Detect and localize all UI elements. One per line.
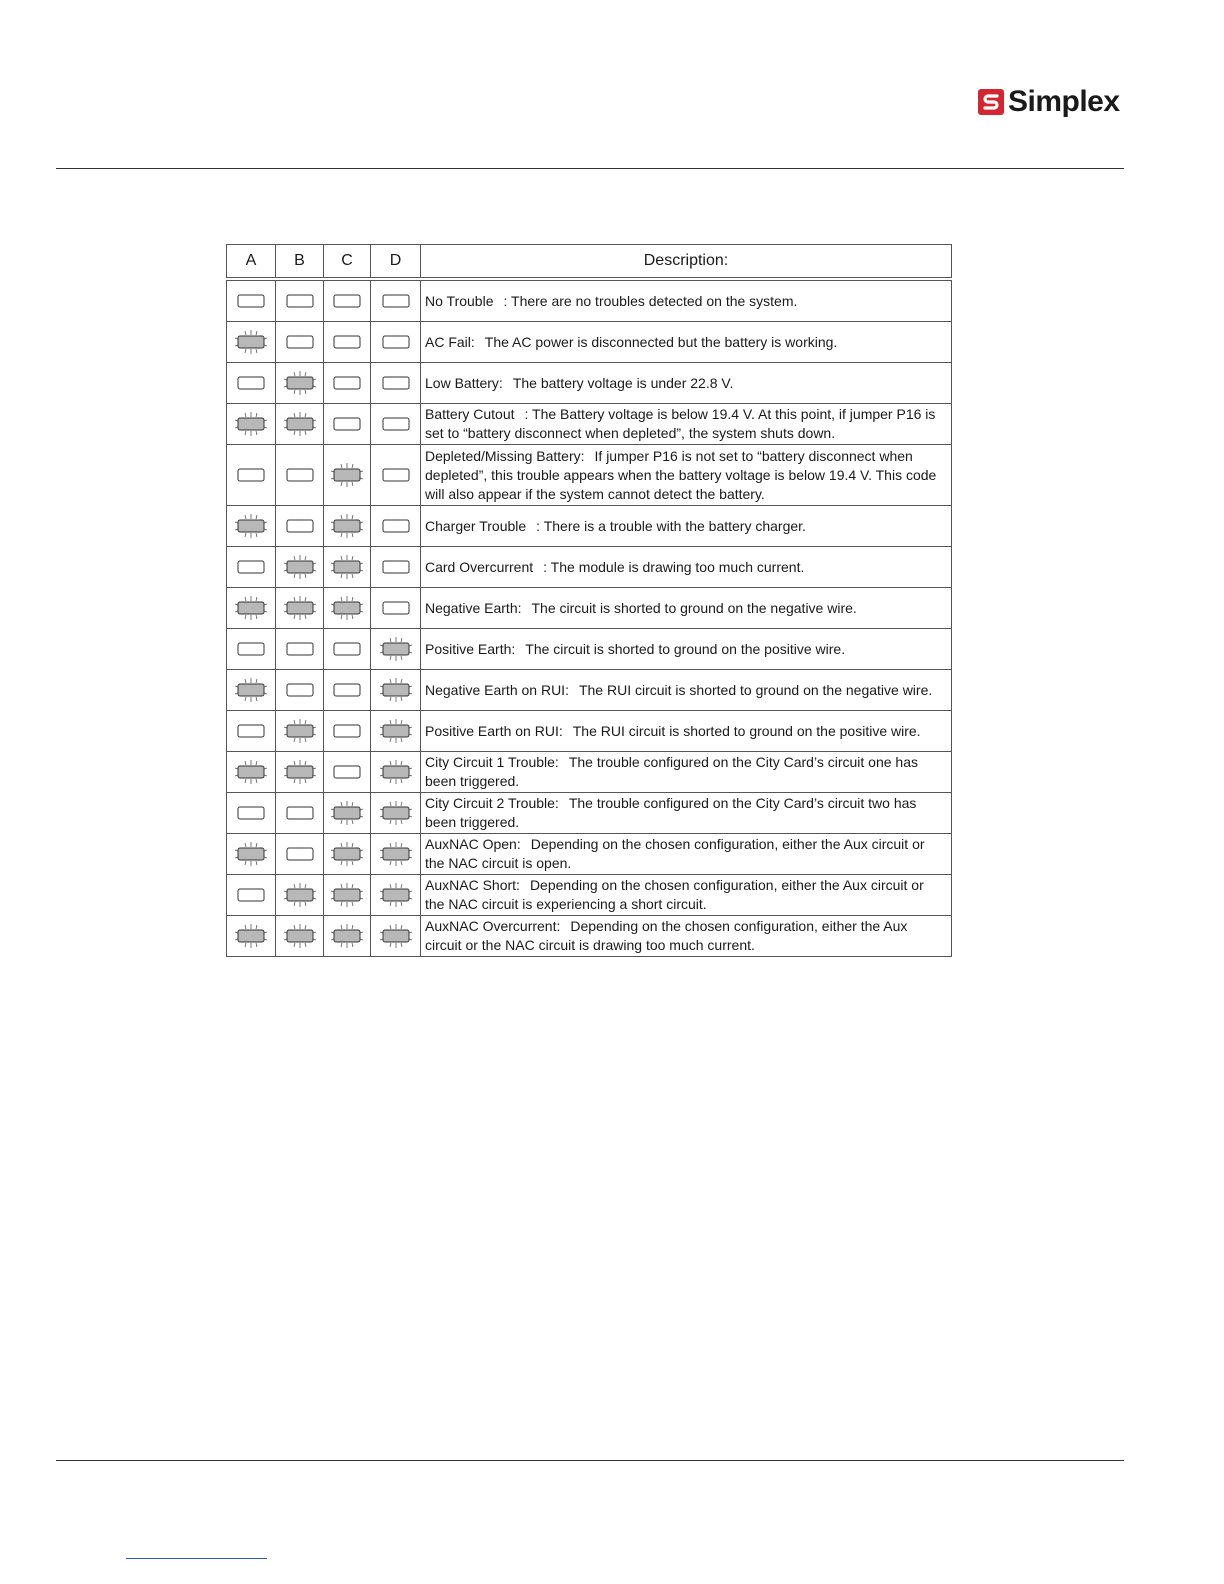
trouble-description: : There is a trouble with the battery charger. [536,517,806,534]
trouble-description: The circuit is shorted to ground on the positive wire. [525,640,846,657]
led-cell-b [276,322,324,363]
led-cell-c [324,506,371,547]
led-cell-d [371,793,421,834]
led-cell-b [276,916,324,957]
led-cell-c [324,629,371,670]
led-off-icon [234,371,268,395]
led-cell-a [227,875,276,916]
simplex-logo [978,84,1120,120]
led-on-icon [234,330,268,354]
led-on-icon [234,842,268,866]
header-c: C [324,245,371,280]
table-row [227,363,952,404]
description-cell [421,629,952,670]
led-on-icon [330,801,364,825]
led-off-icon [379,463,413,487]
led-cell-d [371,916,421,957]
trouble-term: AuxNAC Overcurrent: [425,918,561,934]
led-cell-d [371,279,421,322]
trouble-description: Depending on the chosen configuration, either the Aux circuit or the NAC circuit is experiencing a short circuit. [425,877,924,912]
led-cell-a [227,506,276,547]
trouble-term: Battery Cutout [425,406,515,422]
led-cell-b [276,629,324,670]
description-cell [421,588,952,629]
table-row [227,875,952,916]
trouble-term: City Circuit 2 Trouble: [425,795,559,811]
led-cell-c [324,322,371,363]
led-on-icon [234,760,268,784]
led-cell-c [324,834,371,875]
trouble-description: : The Battery voltage is below 19.4 V. At this point, if jumper P16 is set to “battery disconnect when depleted”, the system shuts down. [425,406,936,441]
led-off-icon [379,412,413,436]
led-cell-b [276,547,324,588]
trouble-term: Card Overcurrent [425,558,534,575]
led-on-icon [379,801,413,825]
led-cell-c [324,363,371,404]
table-row [227,506,952,547]
led-cell-c [324,793,371,834]
led-off-icon [283,678,317,702]
led-cell-c [324,670,371,711]
trouble-term: AuxNAC Short: [425,877,520,893]
led-cell-a [227,670,276,711]
description-cell [421,547,952,588]
description-cell [421,834,952,875]
led-on-icon [379,637,413,661]
led-cell-a [227,793,276,834]
header-a: A [227,245,276,280]
led-cell-d [371,711,421,752]
led-on-icon [330,555,364,579]
led-off-icon [330,678,364,702]
led-cell-a [227,916,276,957]
description-cell [421,279,952,322]
led-on-icon [283,412,317,436]
led-cell-a [227,279,276,322]
led-cell-a [227,445,276,506]
led-on-icon [283,555,317,579]
led-on-icon [330,842,364,866]
description-cell [421,752,952,793]
description-cell [421,711,952,752]
table-row [227,834,952,875]
led-on-icon [234,412,268,436]
header-d: D [371,245,421,280]
header-rule [56,168,1124,169]
led-cell-a [227,834,276,875]
table-row [227,404,952,445]
led-cell-a [227,629,276,670]
trouble-description: The trouble configured on the City Card’s circuit one has been triggered. [425,754,918,789]
table-row [227,588,952,629]
trouble-description: The circuit is shorted to ground on the negative wire. [531,599,857,616]
led-cell-c [324,752,371,793]
simplex-logo-mark-icon [978,89,1004,115]
footer-rule [56,1460,1124,1461]
trouble-description: Depending on the chosen configuration, either the Aux circuit or the NAC circuit is open. [425,836,925,871]
led-cell-b [276,506,324,547]
led-cell-d [371,670,421,711]
trouble-code-table [226,244,952,957]
led-off-icon [330,330,364,354]
led-cell-a [227,588,276,629]
led-cell-a [227,363,276,404]
trouble-term: Negative Earth: [425,599,522,616]
trouble-description: Depending on the chosen configuration, either the Aux circuit or the NAC circuit is drawing too much current. [425,918,908,953]
led-cell-d [371,834,421,875]
table-row [227,322,952,363]
table-row [227,711,952,752]
trouble-description: If jumper P16 is not set to “battery disconnect when depleted”, this trouble appears when the battery voltage is below 19.4 V. This code will also appear if the system cannot detect the battery. [425,447,937,502]
trouble-term: City Circuit 1 Trouble: [425,754,559,770]
led-on-icon [330,883,364,907]
led-cell-d [371,506,421,547]
led-off-icon [234,555,268,579]
led-cell-b [276,752,324,793]
trouble-description: The RUI circuit is shorted to ground on the negative wire. [578,681,933,698]
led-on-icon [379,678,413,702]
led-cell-b [276,670,324,711]
led-on-icon [379,924,413,948]
led-cell-a [227,752,276,793]
led-off-icon [379,289,413,313]
led-off-icon [330,760,364,784]
led-cell-b [276,711,324,752]
led-cell-a [227,547,276,588]
led-off-icon [283,514,317,538]
led-cell-d [371,629,421,670]
led-cell-b [276,588,324,629]
led-cell-c [324,404,371,445]
led-on-icon [330,514,364,538]
simplex-logo-text: Simplex [1008,85,1120,118]
table-body [227,279,952,957]
table-row [227,547,952,588]
led-off-icon [283,637,317,661]
table-row [227,752,952,793]
trouble-description: The trouble configured on the City Card’s circuit two has been triggered. [425,795,917,830]
led-off-icon [379,555,413,579]
led-cell-c [324,916,371,957]
led-cell-c [324,445,371,506]
table-row [227,445,952,506]
led-cell-c [324,547,371,588]
led-cell-a [227,404,276,445]
led-on-icon [234,678,268,702]
led-on-icon [234,924,268,948]
description-cell [421,875,952,916]
led-off-icon [234,883,268,907]
led-off-icon [379,514,413,538]
footer-link-underline [126,1558,267,1559]
led-cell-b [276,445,324,506]
description-cell [421,670,952,711]
led-cell-d [371,547,421,588]
led-cell-c [324,279,371,322]
trouble-term: Depleted/Missing Battery: [425,447,585,464]
led-on-icon [379,883,413,907]
led-cell-c [324,875,371,916]
led-off-icon [330,637,364,661]
led-cell-d [371,752,421,793]
table-row [227,916,952,957]
led-cell-d [371,445,421,506]
led-cell-b [276,363,324,404]
led-off-icon [330,719,364,743]
led-cell-d [371,322,421,363]
trouble-term: Negative Earth on RUI: [425,681,569,698]
description-cell [421,793,952,834]
led-off-icon [283,463,317,487]
led-on-icon [283,596,317,620]
trouble-description: The AC power is disconnected but the battery is working. [484,333,838,350]
led-off-icon [283,289,317,313]
led-off-icon [330,412,364,436]
table-row [227,279,952,322]
led-cell-b [276,834,324,875]
trouble-term: Positive Earth on RUI: [425,722,563,739]
led-cell-d [371,404,421,445]
led-cell-d [371,363,421,404]
trouble-description: : There are no troubles detected on the system. [503,292,798,309]
led-cell-d [371,588,421,629]
led-on-icon [330,596,364,620]
description-cell [421,506,952,547]
led-off-icon [379,371,413,395]
led-off-icon [234,637,268,661]
led-cell-a [227,711,276,752]
table-row [227,670,952,711]
led-on-icon [283,883,317,907]
description-cell [421,404,952,445]
trouble-term: No Trouble [425,292,494,309]
description-cell [421,916,952,957]
led-off-icon [379,330,413,354]
led-off-icon [379,596,413,620]
trouble-description: : The module is drawing too much current. [543,558,805,575]
led-off-icon [234,719,268,743]
led-cell-b [276,875,324,916]
led-cell-a [227,322,276,363]
table-header-row [227,245,952,280]
led-on-icon [379,719,413,743]
description-cell [421,445,952,506]
table-row [227,793,952,834]
led-off-icon [330,289,364,313]
led-cell-c [324,711,371,752]
led-on-icon [379,760,413,784]
description-cell [421,322,952,363]
led-off-icon [283,842,317,866]
trouble-description: The battery voltage is under 22.8 V. [512,374,734,391]
led-off-icon [283,801,317,825]
led-cell-d [371,875,421,916]
led-on-icon [283,924,317,948]
led-on-icon [283,760,317,784]
trouble-term: Charger Trouble [425,517,527,534]
led-on-icon [234,514,268,538]
header-b: B [276,245,324,280]
led-on-icon [330,924,364,948]
led-off-icon [283,330,317,354]
trouble-term: AuxNAC Open: [425,836,521,852]
header-description: Description: [421,245,952,280]
trouble-description: The RUI circuit is shorted to ground on the positive wire. [572,722,921,739]
description-cell [421,363,952,404]
table-row [227,629,952,670]
led-on-icon [234,596,268,620]
trouble-term: Low Battery: [425,374,503,391]
led-off-icon [234,801,268,825]
led-cell-c [324,588,371,629]
led-off-icon [234,289,268,313]
led-on-icon [283,719,317,743]
led-cell-b [276,793,324,834]
led-on-icon [379,842,413,866]
led-off-icon [330,371,364,395]
led-on-icon [330,463,364,487]
trouble-term: Positive Earth: [425,640,516,657]
led-cell-b [276,279,324,322]
led-on-icon [283,371,317,395]
led-cell-b [276,404,324,445]
led-off-icon [234,463,268,487]
trouble-term: AC Fail: [425,333,475,350]
